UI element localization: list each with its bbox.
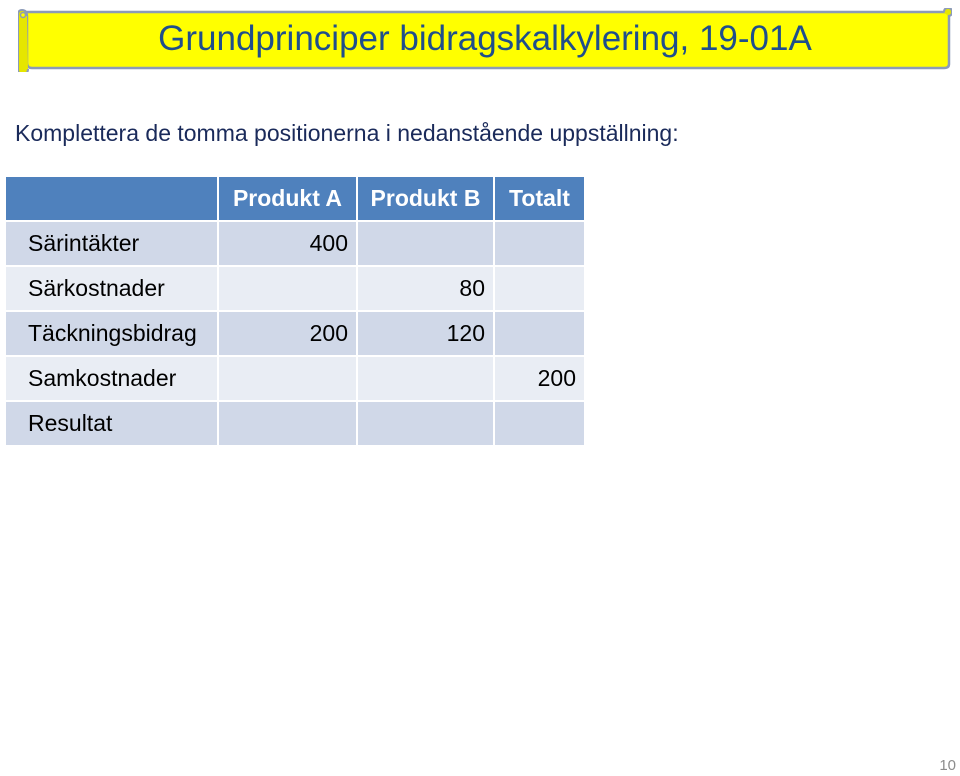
cell-totalt: [494, 311, 585, 356]
table-row: [5, 356, 585, 401]
cell-totalt: [494, 221, 585, 266]
calculation-table: [4, 175, 586, 447]
header-totalt: Totalt: [494, 176, 585, 221]
table-row: [5, 221, 585, 266]
table-header-row: [5, 176, 585, 221]
row-label: Särintäkter: [5, 221, 218, 266]
page-title: Grundprinciper bidragskalkylering, 19-01A: [158, 19, 812, 58]
table-row: [5, 266, 585, 311]
cell-produkt-a: [218, 266, 357, 311]
row-label: Samkostnader: [5, 356, 218, 401]
cell-produkt-b: 80: [357, 266, 494, 311]
cell-produkt-b: [357, 356, 494, 401]
cell-produkt-b: 120: [357, 311, 494, 356]
header-produkt-b: Produkt B: [357, 176, 494, 221]
header-produkt-a: Produkt A: [218, 176, 357, 221]
cell-produkt-a: [218, 356, 357, 401]
cell-totalt: [494, 266, 585, 311]
cell-totalt: [494, 401, 585, 446]
cell-produkt-a: [218, 401, 357, 446]
cell-produkt-b: [357, 401, 494, 446]
cell-totalt: 200: [494, 356, 585, 401]
cell-produkt-a: 400: [218, 221, 357, 266]
row-label: Resultat: [5, 401, 218, 446]
instruction-text: Komplettera de tomma positionerna i nedanstående uppställning:: [15, 120, 679, 146]
row-label: Täckningsbidrag: [5, 311, 218, 356]
table-row: [5, 311, 585, 356]
cell-produkt-a: 200: [218, 311, 357, 356]
title-banner: [18, 8, 952, 72]
row-label: Särkostnader: [5, 266, 218, 311]
cell-produkt-b: [357, 221, 494, 266]
header-empty: [5, 176, 218, 221]
slide-number: 10: [939, 757, 956, 774]
table-row: [5, 401, 585, 446]
